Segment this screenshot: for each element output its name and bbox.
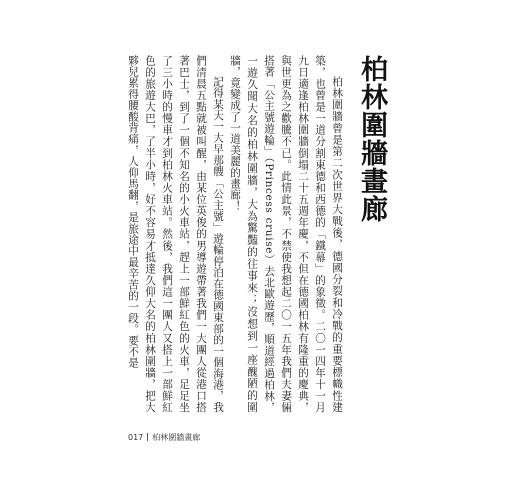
- chapter-title: 柏林圍牆畫廊: [356, 55, 387, 223]
- page-footer: [128, 432, 200, 443]
- paragraph: 柏林圍牆曾是第二次世界大戰後，德國分裂和冷戰的重要標幟性建築，也曾是一道分割東德和西德的「鐵幕」的象徵。二〇一四年十一月九日適逢柏林圍牆倒塌二十五週年慶，不但在德國柏林有隆重的慶典，與世更為之歡騰不已。此情此景，不禁使我想起二〇一五年我們夫妻倆搭著「公主號遊輪」（Princess cruise）去北歐遊歷，順道經過柏林，一遊久聞大名的柏林圍牆，大為驚豔的往事來；沒想到一座醜陋的圍牆，竟變成了一道美麗的畫廊！: [229, 55, 343, 413]
- footer-divider: [147, 433, 148, 441]
- page-number: 017: [128, 433, 144, 442]
- paragraph: 記得某天一大早那艘「公主號」遊輪停泊在德國東部的一個海港，我們清晨五點就被叫醒，由某位英俊的男導遊帶著我們一大團人從港口搭著巴士，到了一個不知名的小火車站，趕上一部鮮紅色的火車，足足坐了三小時的慢車才到柏林火車站。然後，我們這一團人又搭上一部鮮紅色的旅遊大巴，了半小時，好不容易才抵達久仰大名的柏林圍牆，把大夥兒累得腰酸背痛，人仰馬翻，是旅途中最辛苦的一段。要不是: [127, 55, 224, 413]
- running-head: 柏林圍牆畫廊: [152, 433, 201, 442]
- body-text: [124, 55, 345, 413]
